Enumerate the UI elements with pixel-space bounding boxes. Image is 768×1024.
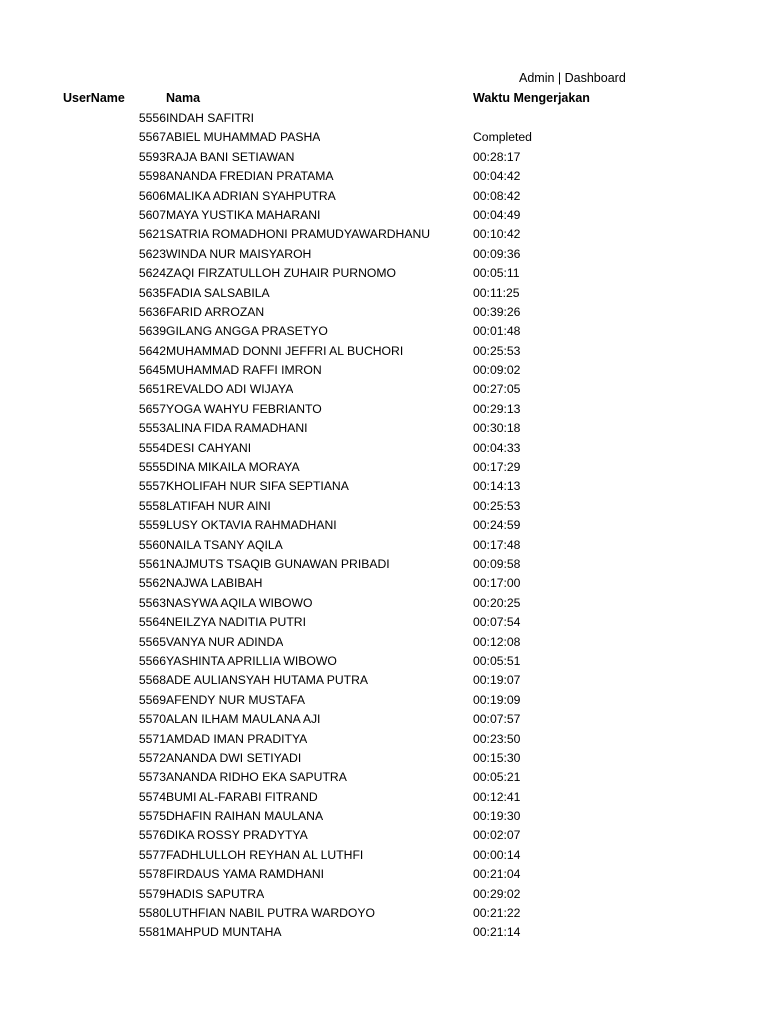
waktu-cell: 00:04:49	[473, 207, 521, 222]
table-row	[0, 303, 768, 322]
username-cell: 5598	[138, 169, 166, 184]
table-row	[0, 788, 768, 807]
username-cell: 5573	[138, 770, 166, 785]
table-row	[0, 187, 768, 206]
username-cell: 5607	[138, 207, 166, 222]
nama-cell: KHOLIFAH NUR SIFA SEPTIANA	[166, 479, 349, 494]
nama-cell: ADE AULIANSYAH HUTAMA PUTRA	[166, 673, 369, 688]
nama-cell: REVALDO ADI WIJAYA	[166, 382, 294, 397]
table-row	[0, 206, 768, 225]
waktu-cell: 00:24:59	[473, 518, 521, 533]
table-row	[0, 633, 768, 652]
waktu-cell: 00:19:07	[473, 673, 521, 688]
nama-cell: YASHINTA APRILLIA WIBOWO	[166, 653, 337, 668]
nama-cell: MUHAMMAD RAFFI IMRON	[166, 363, 322, 378]
username-cell: 5657	[138, 401, 166, 416]
nama-cell: ANANDA DWI SETIYADI	[166, 750, 302, 765]
username-cell: 5636	[138, 304, 166, 319]
waktu-cell: 00:05:11	[473, 266, 520, 281]
username-cell: 5569	[138, 692, 166, 707]
waktu-cell: 00:09:36	[473, 246, 521, 261]
results-table	[0, 109, 768, 943]
table-row	[0, 497, 768, 516]
table-row	[0, 652, 768, 671]
table-row	[0, 380, 768, 399]
waktu-cell: 00:25:53	[473, 343, 521, 358]
waktu-cell: 00:04:42	[473, 169, 521, 184]
nama-cell: ZAQI FIRZATULLOH ZUHAIR PURNOMO	[166, 266, 396, 281]
waktu-cell: 00:29:13	[473, 401, 521, 416]
username-cell: 5575	[138, 809, 166, 824]
table-row	[0, 245, 768, 264]
table-row	[0, 264, 768, 283]
username-cell: 5621	[138, 227, 166, 242]
username-cell: 5651	[138, 382, 166, 397]
table-row	[0, 865, 768, 884]
waktu-cell: 00:07:54	[473, 615, 521, 630]
waktu-cell: 00:01:48	[473, 324, 521, 339]
waktu-cell: 00:00:14	[473, 847, 521, 862]
nama-cell: BUMI AL-FARABI FITRAND	[166, 789, 318, 804]
table-row	[0, 574, 768, 593]
table-row	[0, 477, 768, 496]
table-row	[0, 322, 768, 341]
username-cell: 5580	[138, 906, 166, 921]
waktu-cell: 00:15:30	[473, 750, 521, 765]
username-cell: 5565	[138, 634, 166, 649]
nama-cell: DINA MIKAILA MORAYA	[166, 460, 300, 475]
nama-cell: ABIEL MUHAMMAD PASHA	[166, 130, 321, 145]
username-cell: 5556	[138, 111, 166, 125]
waktu-cell: 00:19:09	[473, 692, 521, 707]
table-row	[0, 419, 768, 438]
waktu-cell: 00:21:22	[473, 906, 521, 921]
nama-cell: DHAFIN RAIHAN MAULANA	[166, 809, 324, 824]
username-cell: 5567	[138, 130, 166, 145]
nama-cell: LUSY OKTAVIA RAHMADHANI	[166, 518, 337, 533]
table-row	[0, 749, 768, 768]
waktu-cell: 00:19:30	[473, 809, 521, 824]
waktu-cell: 00:17:29	[473, 460, 521, 475]
nama-cell: FIRDAUS YAMA RAMDHANI	[166, 867, 325, 882]
nama-cell: AMDAD IMAN PRADITYA	[166, 731, 308, 746]
username-cell: 5560	[138, 537, 166, 552]
nama-cell: LUTHFIAN NABIL PUTRA WARDOYO	[166, 906, 376, 921]
username-cell: 5639	[138, 324, 166, 339]
username-cell: 5579	[138, 886, 166, 901]
nama-cell: FADHLULLOH REYHAN AL LUTHFI	[166, 847, 364, 862]
table-row	[0, 439, 768, 458]
waktu-cell: 00:21:14	[473, 925, 521, 940]
table-row	[0, 361, 768, 380]
waktu-cell: 00:02:07	[473, 828, 521, 843]
waktu-cell: Completed	[473, 130, 532, 145]
username-cell: 5562	[138, 576, 166, 591]
waktu-cell: 00:10:42	[473, 227, 521, 242]
username-cell: 5557	[138, 479, 166, 494]
nama-cell: DESI CAHYANI	[166, 440, 252, 455]
waktu-cell: 00:05:21	[473, 770, 521, 785]
column-header-username: UserName	[63, 91, 125, 105]
waktu-cell: 00:27:05	[473, 382, 521, 397]
nama-cell: HADIS SAPUTRA	[166, 886, 265, 901]
username-cell: 5561	[138, 556, 166, 571]
waktu-cell: 00:05:51	[473, 653, 521, 668]
nama-cell: FARID ARROZAN	[166, 304, 265, 319]
waktu-cell: 00:09:02	[473, 363, 521, 378]
table-row	[0, 342, 768, 361]
nama-cell: NASYWA AQILA WIBOWO	[166, 595, 313, 610]
waktu-cell: 00:17:00	[473, 576, 521, 591]
nama-cell: MALIKA ADRIAN SYAHPUTRA	[166, 188, 336, 203]
table-row	[0, 904, 768, 923]
username-cell: 5553	[138, 421, 166, 436]
waktu-cell: 00:39:26	[473, 304, 521, 319]
nama-cell: SATRIA ROMADHONI PRAMUDYAWARDHANU	[166, 227, 431, 242]
username-cell: 5593	[138, 149, 166, 164]
nama-cell: AFENDY NUR MUSTAFA	[166, 692, 306, 707]
nama-cell: MAHPUD MUNTAHA	[166, 925, 282, 940]
table-row	[0, 536, 768, 555]
table-row	[0, 885, 768, 904]
nama-cell: DIKA ROSSY PRADYTYA	[166, 828, 308, 843]
table-row	[0, 710, 768, 729]
username-cell: 5645	[138, 363, 166, 378]
column-header-nama: Nama	[166, 91, 201, 105]
table-row	[0, 225, 768, 244]
nama-cell: NAJMUTS TSAQIB GUNAWAN PRIBADI	[166, 556, 390, 571]
username-cell: 5564	[138, 615, 166, 630]
waktu-cell: 00:09:58	[473, 556, 521, 571]
username-cell: 5623	[138, 246, 166, 261]
waktu-cell: 00:20:25	[473, 595, 521, 610]
username-cell: 5578	[138, 867, 166, 882]
nama-cell: ALINA FIDA RAMADHANI	[166, 421, 308, 436]
table-row	[0, 730, 768, 749]
nama-cell: NEILZYA NADITIA PUTRI	[166, 615, 306, 630]
username-cell: 5571	[138, 731, 166, 746]
username-cell: 5635	[138, 285, 166, 300]
nama-cell: MUHAMMAD DONNI JEFFRI AL BUCHORI	[166, 343, 404, 358]
waktu-cell: 00:11:25	[473, 285, 520, 300]
waktu-cell: 00:04:33	[473, 440, 521, 455]
nama-cell: ALAN ILHAM MAULANA AJI	[166, 712, 321, 727]
table-row	[0, 400, 768, 419]
nama-cell: GILANG ANGGA PRASETYO	[166, 324, 328, 339]
nama-cell: RAJA BANI SETIAWAN	[166, 149, 295, 164]
nama-cell: NAJWA LABIBAH	[166, 576, 263, 591]
table-row	[0, 148, 768, 167]
username-cell: 5642	[138, 343, 166, 358]
waktu-cell: 00:28:17	[473, 149, 521, 164]
column-header-waktu: Waktu Mengerjakan	[473, 91, 590, 105]
nama-cell: NAILA TSANY AQILA	[166, 537, 283, 552]
nama-cell: ANANDA FREDIAN PRATAMA	[166, 169, 334, 184]
username-cell: 5555	[138, 460, 166, 475]
username-cell: 5558	[138, 498, 166, 513]
nama-cell: MAYA YUSTIKA MAHARANI	[166, 207, 321, 222]
username-cell: 5574	[138, 789, 166, 804]
username-cell: 5570	[138, 712, 166, 727]
nama-cell: LATIFAH NUR AINI	[166, 498, 271, 513]
username-cell: 5606	[138, 188, 166, 203]
username-cell: 5624	[138, 266, 166, 281]
table-row	[0, 923, 768, 942]
table-row	[0, 284, 768, 303]
username-cell: 5577	[138, 847, 166, 862]
table-row	[0, 167, 768, 186]
username-cell: 5576	[138, 828, 166, 843]
username-cell: 5554	[138, 440, 166, 455]
table-row	[0, 691, 768, 710]
waktu-cell: 00:23:50	[473, 731, 521, 746]
waktu-cell: 00:17:48	[473, 537, 521, 552]
table-row	[0, 594, 768, 613]
nama-cell: ANANDA RIDHO EKA SAPUTRA	[166, 770, 347, 785]
username-cell: 5563	[138, 595, 166, 610]
waktu-cell: 00:08:42	[473, 188, 521, 203]
table-row	[0, 671, 768, 690]
waktu-cell: 00:14:13	[473, 479, 521, 494]
page-title: Admin | Dashboard	[519, 71, 626, 85]
table-row	[0, 109, 768, 128]
username-cell: 5572	[138, 750, 166, 765]
table-row	[0, 768, 768, 787]
nama-cell: VANYA NUR ADINDA	[166, 634, 284, 649]
waktu-cell: 00:07:57	[473, 712, 521, 727]
table-row	[0, 613, 768, 632]
table-row	[0, 846, 768, 865]
username-cell: 5581	[138, 925, 166, 940]
waktu-cell: 00:12:08	[473, 634, 521, 649]
nama-cell: INDAH SAFITRI	[166, 111, 255, 125]
table-row	[0, 555, 768, 574]
table-row	[0, 128, 768, 147]
nama-cell: WINDA NUR MAISYAROH	[166, 246, 312, 261]
table-row	[0, 807, 768, 826]
username-cell: 5566	[138, 653, 166, 668]
username-cell: 5559	[138, 518, 166, 533]
waktu-cell: 00:30:18	[473, 421, 521, 436]
waktu-cell: 00:29:02	[473, 886, 521, 901]
nama-cell: YOGA WAHYU FEBRIANTO	[166, 401, 322, 416]
waktu-cell: 00:12:41	[473, 789, 521, 804]
waktu-cell: 00:25:53	[473, 498, 521, 513]
waktu-cell: 00:21:04	[473, 867, 521, 882]
table-row	[0, 458, 768, 477]
username-cell: 5568	[138, 673, 166, 688]
nama-cell: FADIA SALSABILA	[166, 285, 270, 300]
table-row	[0, 516, 768, 535]
table-row	[0, 826, 768, 845]
